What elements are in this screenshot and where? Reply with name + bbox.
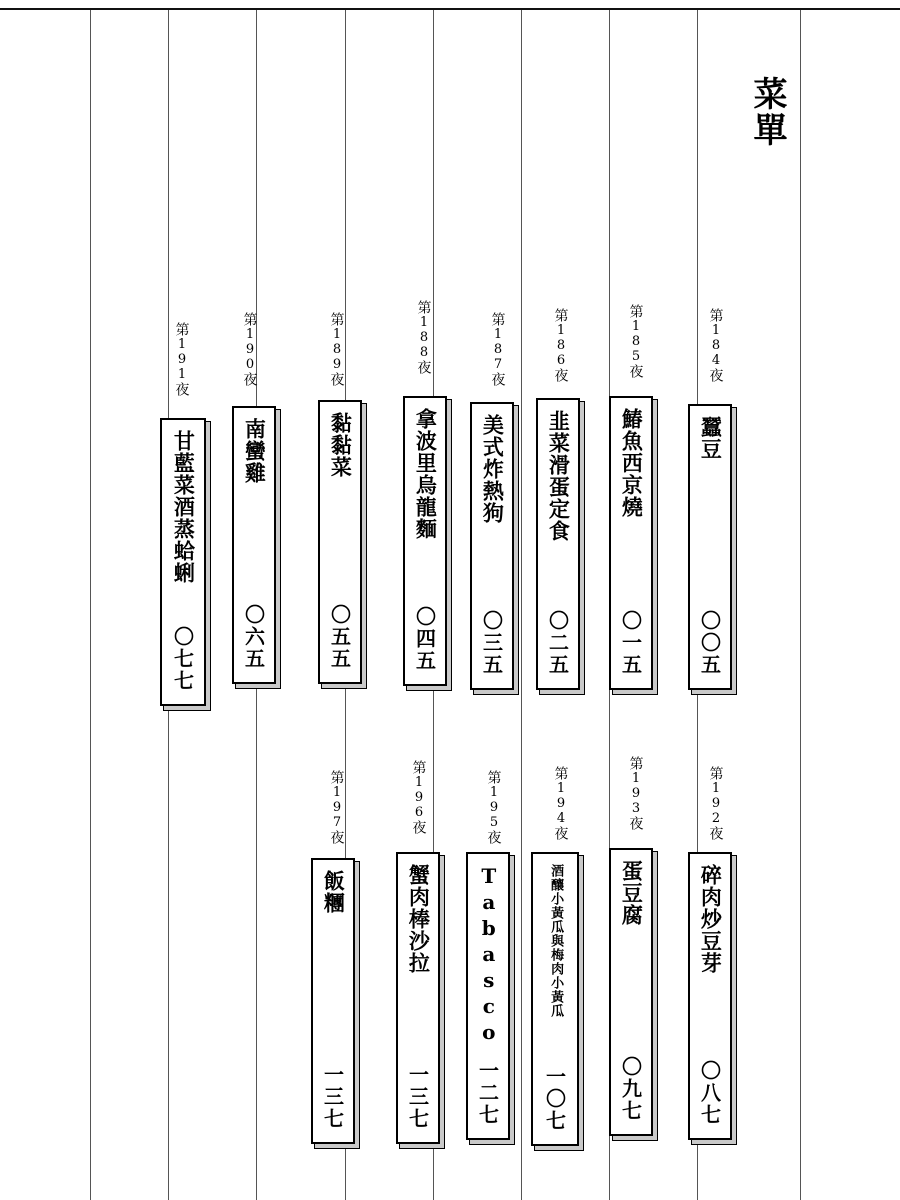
dish-name: 南蠻雞 [242,418,268,484]
rule-line [800,10,801,1200]
menu-slip[interactable] [160,418,206,706]
night-number: 187 [490,327,506,372]
menu-slip[interactable] [688,852,732,1140]
menu-slip[interactable] [470,402,514,690]
night-label [626,304,644,379]
night-number: 194 [553,781,569,826]
dish-number: 〇五五 [327,604,352,670]
night-number: 186 [553,323,569,368]
dish-name: 韭菜滑蛋定食 [546,410,572,542]
dish-name: 碎肉炒豆芽 [698,864,724,974]
dish-name: 飯糰 [321,870,347,914]
night-label [488,312,506,387]
night-label [626,756,644,831]
night-prefix: 第 [489,312,506,327]
dish-number: 〇九七 [618,1056,643,1122]
menu-slip[interactable] [318,400,362,684]
dish-name: 拿波里烏龍麵 [413,408,439,540]
night-prefix: 第 [328,312,345,327]
dish-number: 一三七 [320,1064,345,1130]
night-number: 190 [242,327,258,372]
menu-slip[interactable] [609,848,653,1136]
dish-number: 一〇七 [542,1066,567,1132]
night-prefix: 第 [707,766,724,781]
night-label [706,308,724,383]
menu-slip[interactable] [531,852,579,1146]
night-label [172,322,190,397]
menu-slip[interactable] [688,404,732,690]
rule-line [90,10,91,1200]
dish-number: 〇八七 [697,1060,722,1126]
night-prefix: 第 [552,766,569,781]
top-rule [0,8,900,10]
menu-slip[interactable] [311,858,355,1144]
dish-number: 〇二五 [545,610,570,676]
night-prefix: 第 [552,308,569,323]
night-suffix: 夜 [241,372,258,387]
dish-name: 蛋豆腐 [619,860,645,926]
night-label [409,760,427,835]
night-number: 191 [174,337,190,382]
night-suffix: 夜 [707,368,724,383]
dish-name: 鰆魚西京燒 [619,408,645,518]
night-number: 195 [486,785,502,830]
dish-number: 〇一五 [618,610,643,676]
dish-number: 一三七 [405,1064,430,1130]
night-suffix: 夜 [410,820,427,835]
menu-slip[interactable] [536,398,580,690]
night-prefix: 第 [241,312,258,327]
page-title: 菜單 [747,76,787,148]
night-label [327,770,345,845]
menu-slip[interactable] [232,406,276,684]
night-number: 193 [628,771,644,816]
menu-slip[interactable] [403,396,447,686]
dish-name: 美式炸熱狗 [480,414,506,524]
dish-number: 〇〇五 [697,610,722,676]
dish-number: 一二七 [475,1060,500,1126]
night-label [484,770,502,845]
night-prefix: 第 [328,770,345,785]
night-suffix: 夜 [552,826,569,841]
night-number: 184 [708,323,724,368]
dish-number: 〇四五 [412,606,437,672]
night-number: 196 [411,775,427,820]
night-suffix: 夜 [173,382,190,397]
night-number: 185 [628,319,644,364]
dish-name: 黏黏菜 [328,412,354,478]
night-suffix: 夜 [485,830,502,845]
night-prefix: 第 [415,300,432,315]
dish-name: Tabasco [476,864,501,1046]
dish-name: 酒釀小黃瓜與梅肉小黃瓜 [548,864,564,1018]
night-label [706,766,724,841]
night-prefix: 第 [485,770,502,785]
night-prefix: 第 [707,308,724,323]
night-number: 197 [329,785,345,830]
dish-number: 〇三五 [479,610,504,676]
night-suffix: 夜 [552,368,569,383]
dish-number: 〇七七 [170,626,195,692]
rule-line [521,10,522,1200]
menu-slip[interactable] [466,852,510,1140]
night-label [414,300,432,375]
night-prefix: 第 [627,756,644,771]
night-number: 192 [708,781,724,826]
night-suffix: 夜 [328,372,345,387]
dish-name: 蟹肉棒沙拉 [406,864,432,974]
night-suffix: 夜 [627,364,644,379]
menu-slip[interactable] [609,396,653,690]
night-prefix: 第 [410,760,427,775]
night-label [551,308,569,383]
dish-name: 蠶豆 [698,416,724,460]
dish-name: 甘藍菜酒蒸蛤蜊 [171,430,197,584]
night-suffix: 夜 [489,372,506,387]
night-suffix: 夜 [627,816,644,831]
night-number: 189 [329,327,345,372]
night-suffix: 夜 [415,360,432,375]
night-label [551,766,569,841]
dish-number: 〇六五 [241,604,266,670]
night-label [240,312,258,387]
night-suffix: 夜 [328,830,345,845]
night-suffix: 夜 [707,826,724,841]
night-number: 188 [416,315,432,360]
menu-slip[interactable] [396,852,440,1144]
night-prefix: 第 [173,322,190,337]
night-label [327,312,345,387]
night-prefix: 第 [627,304,644,319]
